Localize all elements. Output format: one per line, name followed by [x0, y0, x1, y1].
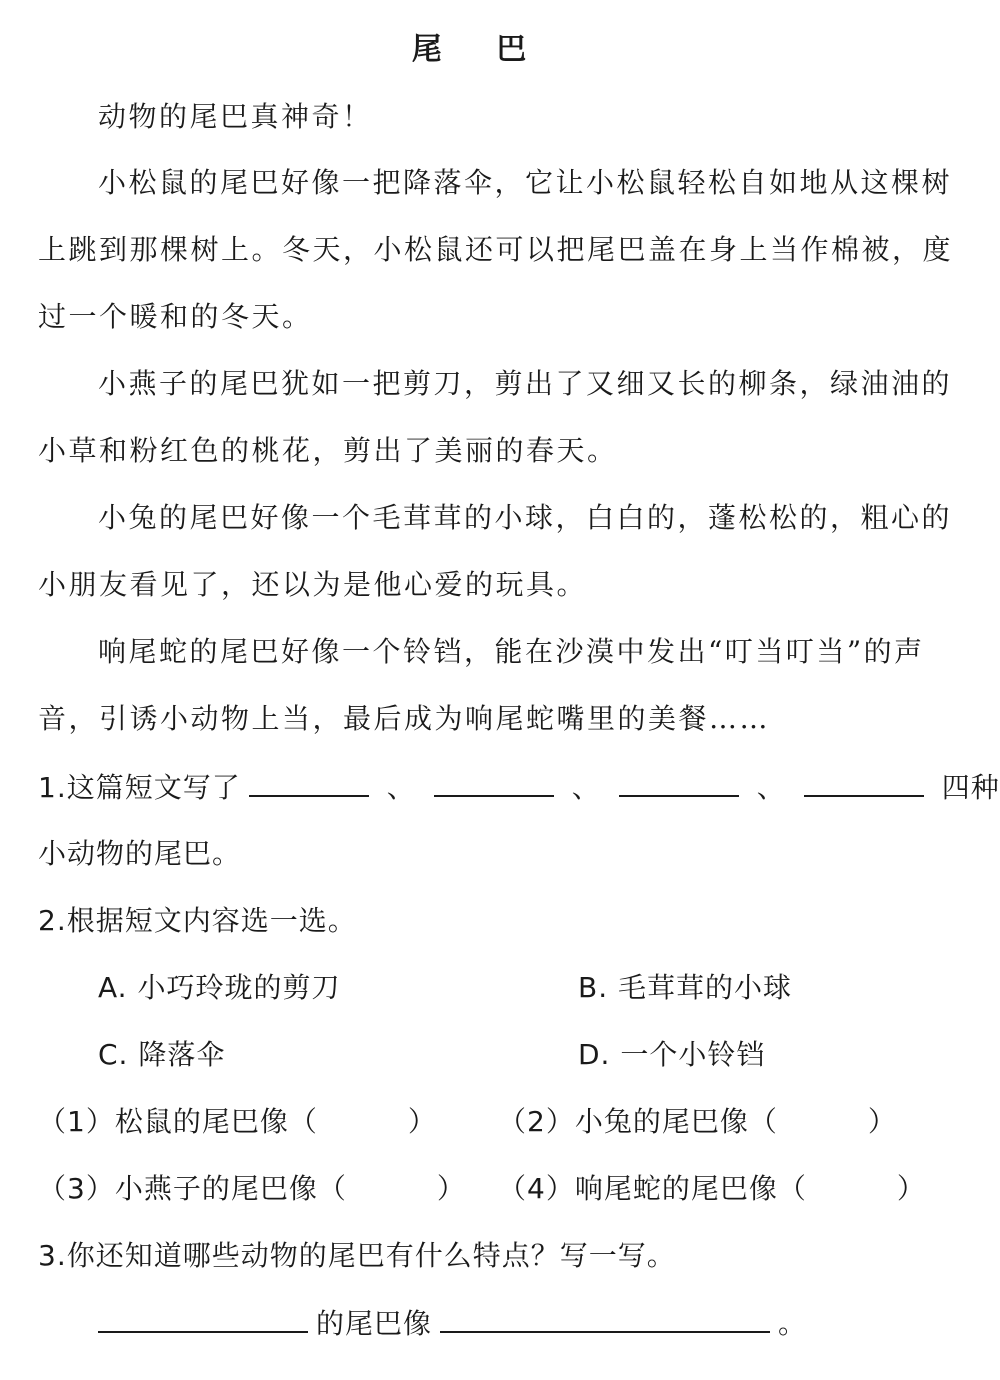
option-d: D. 一个小铃铛 — [578, 1038, 766, 1071]
q2-item-2 — [498, 1102, 897, 1142]
q3-blank-animal[interactable] — [98, 1303, 308, 1333]
passage-p3-line1: 小燕子的尾巴犹如一把剪刀，剪出了又细又长的柳条，绿油油的 — [98, 367, 953, 400]
q1-blank-3[interactable] — [619, 767, 739, 797]
page-title: 尾 巴 — [411, 32, 549, 67]
q2-item-1-close: ） — [407, 1105, 437, 1138]
q3-mid: 的尾巴像 — [316, 1307, 433, 1340]
passage-p3-line2: 小草和粉红色的桃花，剪出了美丽的春天。 — [38, 434, 618, 467]
question-3-prompt: 3.你还知道哪些动物的尾巴有什么特点？写一写。 — [38, 1239, 676, 1272]
q3-answer-line — [98, 1303, 807, 1344]
q3-blank-description[interactable] — [440, 1303, 770, 1333]
question-1-line2: 小动物的尾巴。 — [38, 837, 242, 870]
q2-item-4-label: （4）响尾蛇的尾巴像（ — [498, 1172, 807, 1205]
q3-end: 。 — [778, 1307, 808, 1340]
q1-sep-1: 、 — [386, 771, 416, 804]
q1-sep-3: 、 — [756, 771, 786, 804]
q2-item-1-label: （1）松鼠的尾巴像（ — [38, 1105, 318, 1138]
question-1 — [38, 767, 1000, 808]
q1-sep-2: 、 — [571, 771, 601, 804]
q1-blank-1[interactable] — [249, 767, 369, 797]
passage-p4-line2: 小朋友看见了，还以为是他心爱的玩具。 — [38, 568, 588, 601]
q2-item-2-label: （2）小兔的尾巴像（ — [498, 1105, 778, 1138]
q2-item-4 — [498, 1169, 926, 1209]
passage-p5-line2: 音，引诱小动物上当，最后成为响尾蛇嘴里的美餐…… — [38, 702, 771, 735]
option-a: A. 小巧玲珑的剪刀 — [98, 971, 341, 1004]
option-c: C. 降落伞 — [98, 1038, 226, 1071]
option-b: B. 毛茸茸的小球 — [578, 971, 793, 1004]
passage-p1: 动物的尾巴真神奇！ — [98, 100, 373, 133]
passage-p4-line1: 小兔的尾巴好像一个毛茸茸的小球，白白的，蓬松松的，粗心的 — [98, 501, 953, 534]
question-2-prompt: 2.根据短文内容选一选。 — [38, 904, 357, 937]
q1-blank-4[interactable] — [804, 767, 924, 797]
q2-item-2-close: ） — [867, 1105, 897, 1138]
q1-suffix: 四种 — [941, 771, 1000, 804]
q2-item-3-close: ） — [436, 1172, 466, 1205]
q1-prefix: 1.这篇短文写了 — [38, 771, 241, 804]
passage-p2-line3: 过一个暖和的冬天。 — [38, 300, 313, 333]
q2-item-3 — [38, 1169, 466, 1209]
passage-p2-line2: 上跳到那棵树上。冬天，小松鼠还可以把尾巴盖在身上当作棉被，度 — [38, 233, 954, 266]
q2-item-1 — [38, 1102, 437, 1142]
passage-p5-line1: 响尾蛇的尾巴好像一个铃铛，能在沙漠中发出“叮当叮当”的声 — [98, 635, 925, 668]
passage-p2-line1: 小松鼠的尾巴好像一把降落伞，它让小松鼠轻松自如地从这棵树 — [98, 166, 953, 199]
q1-blank-2[interactable] — [434, 767, 554, 797]
q2-item-3-label: （3）小燕子的尾巴像（ — [38, 1172, 347, 1205]
q2-item-4-close: ） — [896, 1172, 926, 1205]
